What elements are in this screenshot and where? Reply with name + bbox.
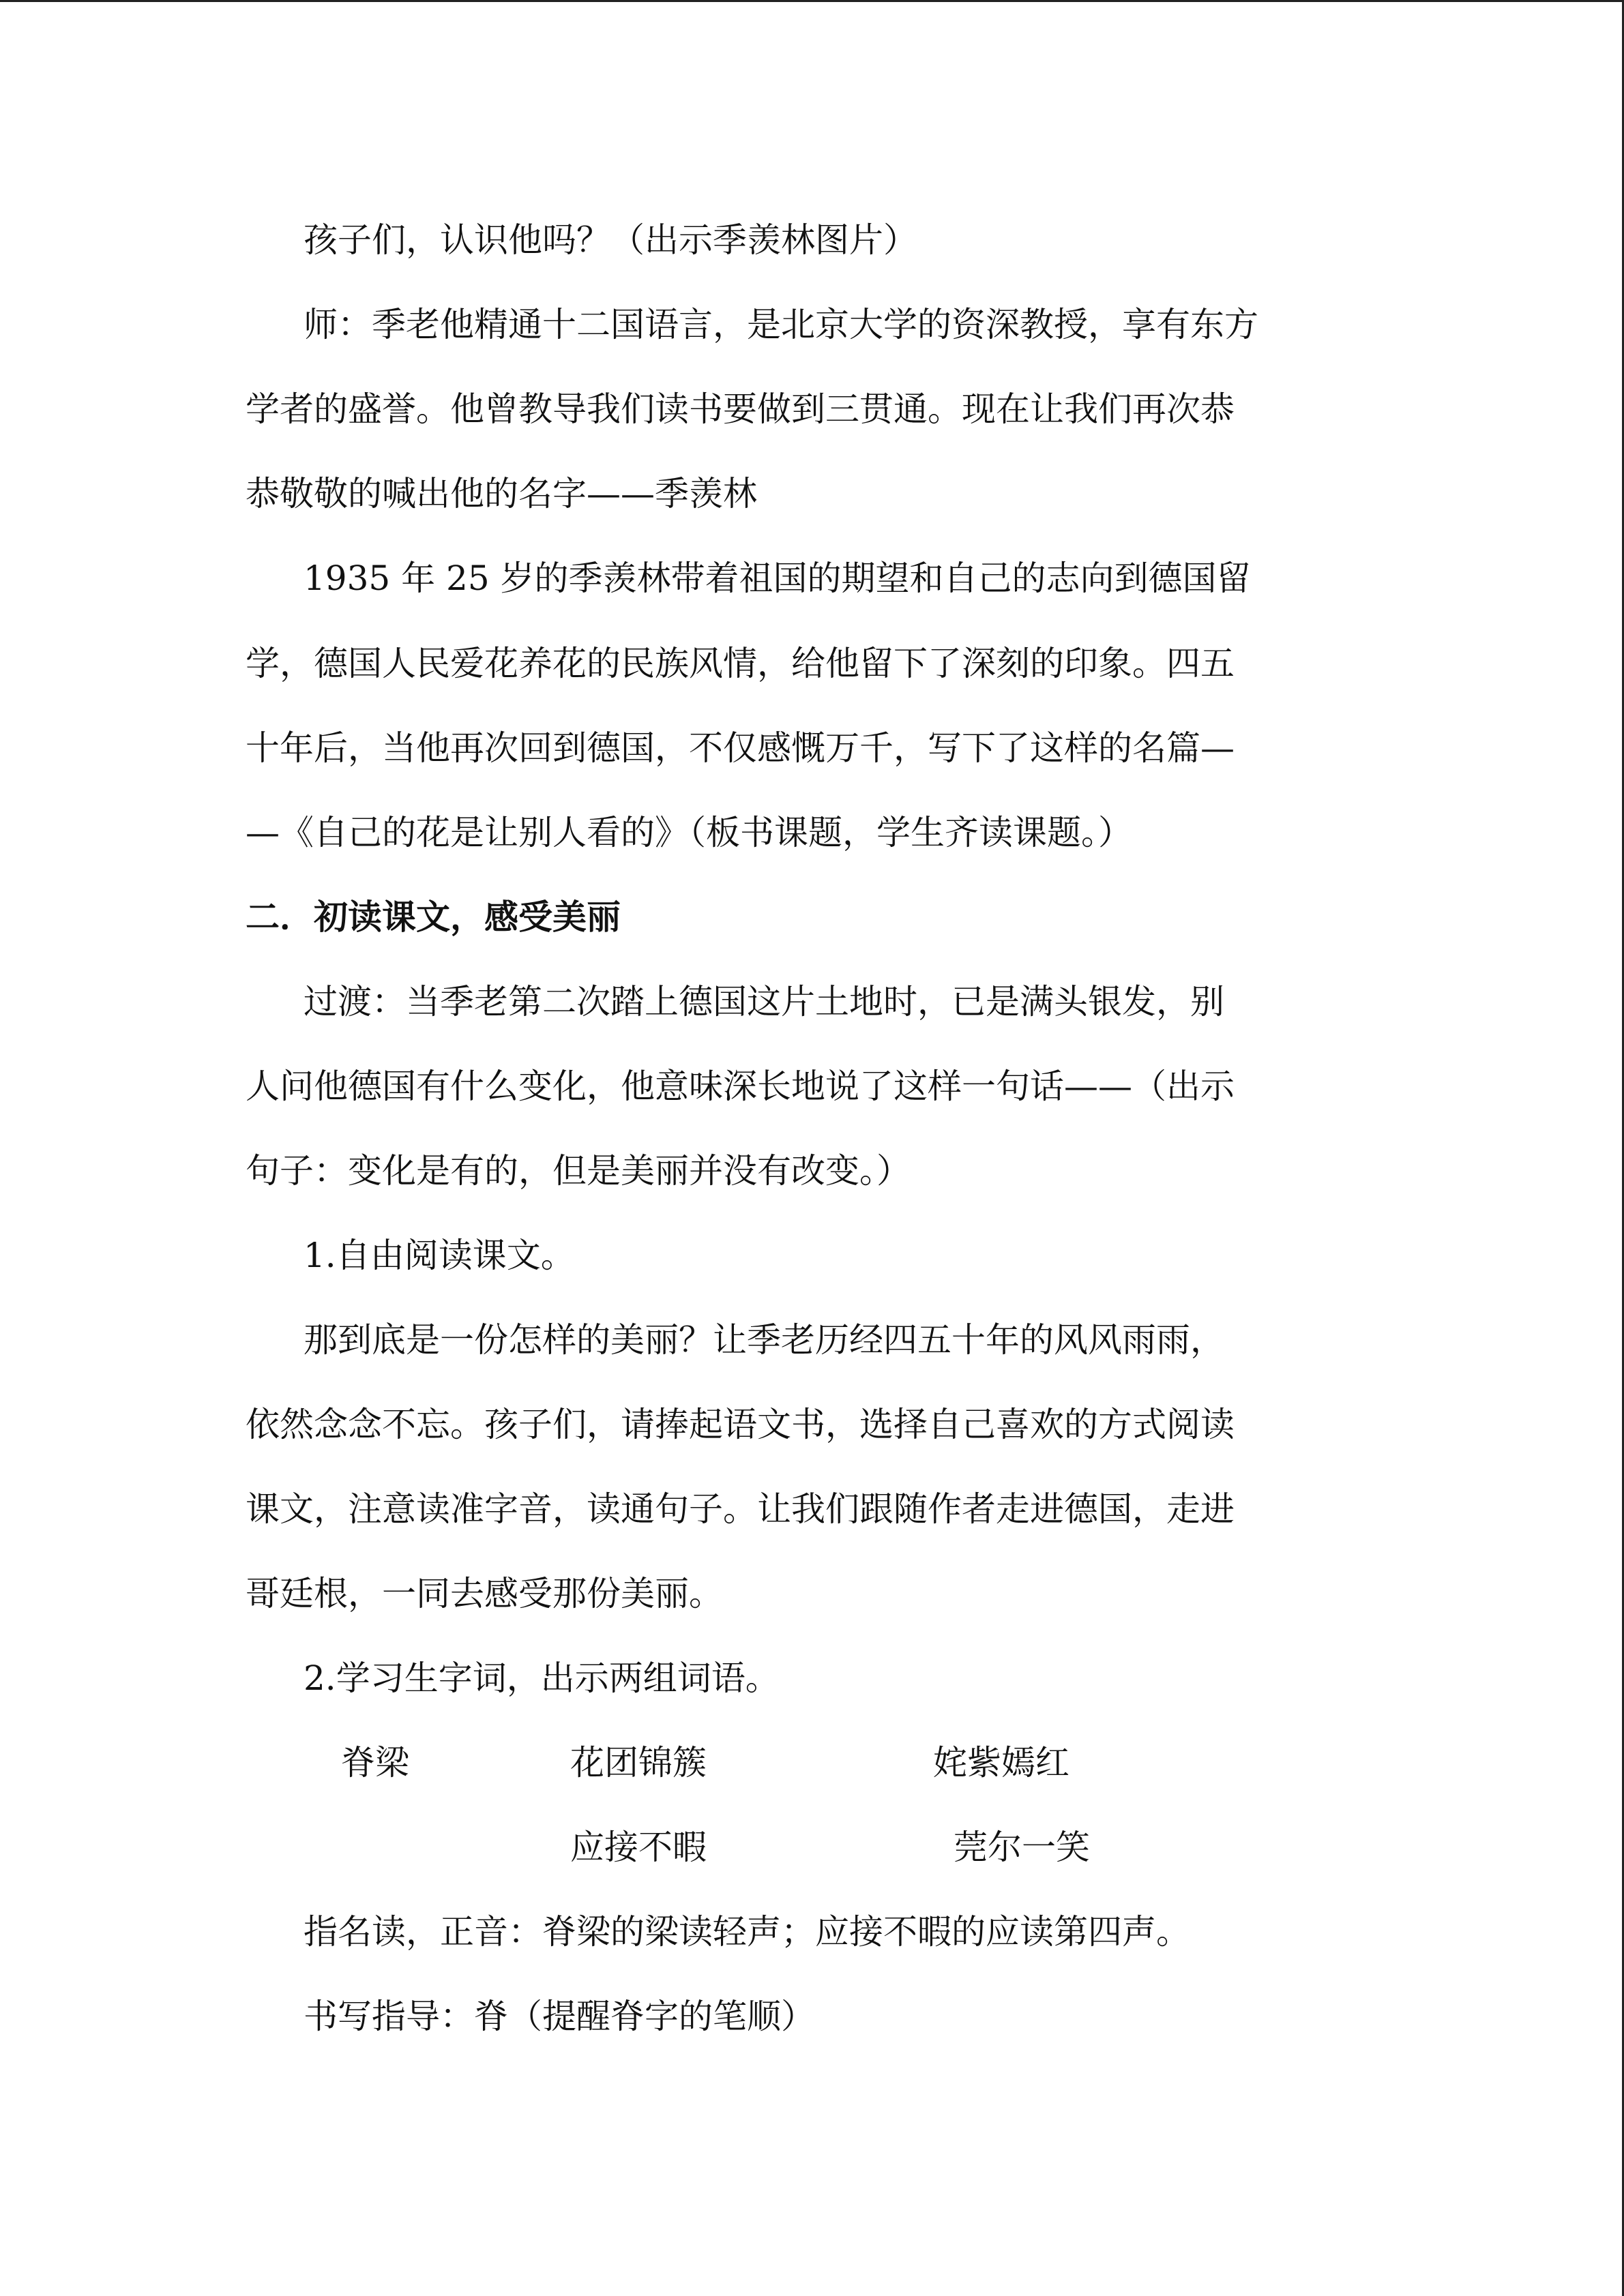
paragraph-line: 课文，注意读准字音，读通句子。让我们跟随作者走进德国，走进 [246,1489,1235,1529]
vocab-word: 脊梁 [341,1743,409,1783]
paragraph-line: 师：季老他精通十二国语言，是北京大学的资深教授，享有东方 [304,305,1258,344]
paragraph-line: 指名读，正音：脊梁的梁读轻声；应接不暇的应读第四声。 [304,1912,1190,1952]
paragraph-line: 那到底是一份怎样的美丽？让季老历经四五十年的风风雨雨， [304,1320,1224,1360]
paragraph-line: —《自己的花是让别人看的》（板书课题，学生齐读课题。） [246,813,1132,852]
paragraph-line: 孩子们，认识他吗？（出示季羡林图片） [304,220,917,260]
paragraph-line: 书写指导：脊（提醒脊字的笔顺） [304,1997,815,2036]
vocab-word: 姹紫嫣红 [933,1743,1069,1783]
paragraph-line: 学者的盛誉。他曾教导我们读书要做到三贯通。现在让我们再次恭 [246,389,1235,429]
paragraph-line: 恭敬敬的喊出他的名字——季羡林 [246,474,757,513]
paragraph-line: 句子：变化是有的，但是美丽并没有改变。） [246,1151,911,1191]
paragraph-line: 人问他德国有什么变化，他意味深长地说了这样一句话——（出示 [246,1067,1235,1106]
vocab-word: 应接不暇 [570,1828,707,1867]
paragraph-line: 十年后，当他再次回到德国，不仅感慨万千，写下了这样的名篇— [246,728,1235,768]
list-item: 2.学习生字词，出示两组词语。 [304,1658,780,1698]
paragraph-line: 哥廷根，一同去感受那份美丽。 [246,1574,723,1613]
list-item: 1.自由阅读课文。 [304,1236,575,1275]
paragraph-line: 过渡：当季老第二次踏上德国这片土地时，已是满头银发，别 [304,982,1224,1022]
vocab-word: 莞尔一笑 [954,1828,1090,1867]
paragraph-line: 学，德国人民爱花养花的民族风情，给他留下了深刻的印象。四五 [246,644,1235,683]
paragraph-line: 1935 年 25 岁的季羡林带着祖国的期望和自己的志向到德国留 [304,558,1251,598]
paragraph-line: 依然念念不忘。孩子们，请捧起语文书，选择自己喜欢的方式阅读 [246,1405,1235,1444]
section-heading: 二．初读课文，感受美丽 [246,897,621,937]
vocab-word: 花团锦簇 [570,1743,707,1783]
